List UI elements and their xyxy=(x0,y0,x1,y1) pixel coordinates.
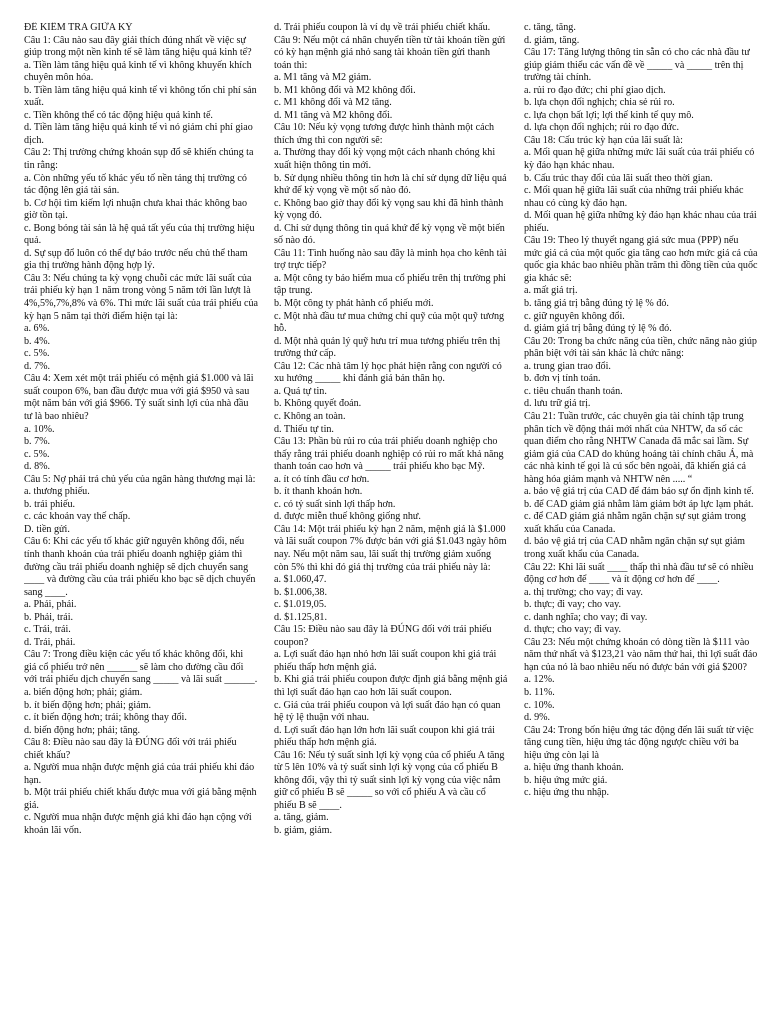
text-line: a. 12%. xyxy=(524,674,555,686)
text-line: d. Lợi suất đáo hạn lớn hơn lãi suất coupon khi giá trái phiếu thấp hơn mệnh giá. xyxy=(274,724,495,749)
text-line: b. $1.006,38. xyxy=(274,586,327,598)
text-line: a. $1.060,47. xyxy=(274,574,327,586)
text-line: d. lưu trữ giá trị. xyxy=(524,398,591,410)
text-line: c. Không bao giờ thay đổi kỳ vọng sau khi đã hình thành kỳ vọng đó. xyxy=(274,197,504,222)
text-line: d. lựa chọn đối nghịch; rủi ro đạo đức. xyxy=(524,122,680,134)
text-line: b. đơn vị tính toán. xyxy=(524,373,601,385)
text-line: c. M1 không đổi và M2 tăng. xyxy=(274,97,392,109)
text-line: d. Trái, phải. xyxy=(24,636,76,648)
text-line: b. hiệu ứng mức giá. xyxy=(524,774,608,786)
text-line: c. Một nhà đầu tư mua chứng chỉ quỹ của một quỹ tương hỗ. xyxy=(274,310,505,335)
text-line: a. 10%. xyxy=(24,423,55,435)
text-line: b. Cấu trúc thay đổi của lãi suất theo thời gian. xyxy=(524,172,713,184)
text-line: c. để CAD giảm giá nhằm ngăn chặn sự sụt giảm trong xuất khẩu của Canada. xyxy=(524,511,746,535)
text-line: d. giảm giá trị bằng đúng tỷ lệ % đó. xyxy=(524,323,672,335)
text-line: Câu 16: Nếu tỷ suất sinh lợi kỳ vọng của cổ phiếu A tăng từ 5 lên 10% và tỷ suất sinh lợi kỳ vọng của cổ phiếu B không đổi, vậy thì tỷ suất sinh lợi kỳ vọng của việc nắm giữ cổ phiếu B sẽ _____ so với cổ phiếu A và cầu cổ phiếu B sẽ ____. xyxy=(274,749,505,811)
text-line: a. bảo vệ giá trị của CAD để đảm bảo sự ổn định kinh tế. xyxy=(524,486,754,498)
text-column-left xyxy=(24,22,258,1024)
text-line: Câu 9: Nếu một cá nhân chuyển tiền từ tài khoản tiền gửi có kỳ hạn mệnh giá nhỏ sang tài khoản tiền gửi thanh toán thì: xyxy=(274,34,506,71)
text-line: a. Còn những yếu tố khác yếu tố nền tảng thị trường có tác động lên giá tài sản. xyxy=(24,172,247,197)
text-line: d. Trái phiếu coupon là ví dụ về trái phiếu chiết khấu. xyxy=(274,22,491,33)
text-line: c. Không an toàn. xyxy=(274,410,346,422)
text-line: c. lựa chọn bất lợi; lợi thế kinh tế quy mô. xyxy=(524,109,694,121)
text-line: b. để CAD giảm giá nhằm làm giảm bớt áp lực lạm phát. xyxy=(524,498,754,510)
text-line: d. M1 tăng và M2 không đổi. xyxy=(274,109,393,121)
text-line: b. Một trái phiếu chiết khấu được mua với giá bằng mệnh giá. xyxy=(24,787,257,811)
text-line: c. $1.019,05. xyxy=(274,599,327,611)
text-line: b. Một công ty phát hành cổ phiếu mới. xyxy=(274,298,434,310)
text-line: Câu 19: Theo lý thuyết ngang giá sức mua (PPP) nếu mức giá cả của một quốc gia tăng cao hơn mức giá cả của quốc gia khác bao nhiêu phần trăm thì đồng tiền của quốc gia khác sẽ: xyxy=(524,235,758,284)
text-line: Câu 15: Điều nào sau đây là ĐÚNG đối với trái phiếu coupon? xyxy=(274,624,492,648)
text-line: Câu 11: Tình huống nào sau đây là minh họa cho kênh tài trợ trực tiếp? xyxy=(274,247,507,272)
text-line: Câu 13: Phần bù rủi ro của trái phiếu doanh nghiệp cho thấy rằng trái phiếu doanh nghiệp có rủi ro mất khả năng thanh toán cao hơn và _____ trái phiếu kho bạc Mỹ. xyxy=(274,436,504,473)
text-line: d. biến động hơn; phải; tăng. xyxy=(24,724,141,736)
text-line: c. các khoản vay thế chấp. xyxy=(24,511,131,523)
text-line: Câu 10: Nếu kỳ vọng tương được hình thành một cách thích ứng thì con người sẽ: xyxy=(274,122,495,146)
text-line: d. Tiền làm tăng hiệu quả kinh tế vì nó giảm chi phí giao dịch. xyxy=(24,122,253,146)
text-line: a. hiệu ứng thanh khoản. xyxy=(524,762,624,774)
text-line: Câu 12: Các nhà tâm lý học phát hiện rằng con người có xu hướng _____ khi đánh giá bản thân họ. xyxy=(274,360,502,385)
exam-title: ĐỀ KIỂM TRA GIỮA KỲ xyxy=(24,22,133,33)
text-line: Câu 20: Trong ba chức năng của tiền, chức năng nào giúp phân biệt với tài sản khác là chức năng: xyxy=(524,335,757,360)
text-line: a. Mối quan hệ giữa những mức lãi suất của trái phiếu có kỳ đáo hạn khác nhau. xyxy=(524,147,755,172)
text-line: Câu 1: Câu nào sau đây giải thích đúng nhất về việc sự giúp trong một nền kinh tế sẽ làm tăng hiệu quả kinh tế? xyxy=(24,34,252,59)
text-line: a. thương phiếu. xyxy=(24,486,90,498)
text-line: Câu 24: Trong bốn hiệu ứng tác động đến lãi suất từ việc tăng cung tiền, hiệu ứng tác động ngược chiều với ba hiệu ứng còn lại là xyxy=(524,724,754,761)
text-line: d. Chỉ sử dụng thông tin quá khứ để kỳ vọng về một biến số nào đó. xyxy=(274,222,505,247)
text-line: a. Thường thay đổi kỳ vọng một cách nhanh chóng khi xuất hiện thông tin mới. xyxy=(274,147,496,172)
text-line: D. tiền gửi. xyxy=(24,523,70,535)
text-line: c. danh nghĩa; cho vay; đi vay. xyxy=(524,611,648,623)
text-line: a. Người mua nhận được mệnh giá của trái phiếu khi đáo hạn. xyxy=(24,762,255,786)
text-line: b. Cơ hội tìm kiếm lợi nhuận chưa khai thác không bao giờ tồn tại. xyxy=(24,197,248,222)
text-line: a. 6%. xyxy=(24,323,50,335)
text-line: a. Tiền làm tăng hiệu quả kinh tế vì không khuyến khích chuyên môn hóa. xyxy=(24,59,252,84)
text-line: c. Mối quan hệ giữa lãi suất của những trái phiếu khác nhau có cùng kỳ đáo hạn. xyxy=(524,185,744,209)
text-line: b. 7%. xyxy=(24,436,51,448)
text-line: c. Bong bóng tài sản là hệ quả tất yếu của thị trường hiệu quả. xyxy=(24,222,255,247)
text-line: b. M1 không đổi và M2 không đổi. xyxy=(274,84,416,96)
text-line: b. trái phiếu. xyxy=(24,498,76,510)
text-line: b. thực; đi vay; cho vay. xyxy=(524,599,622,611)
text-line: a. Phải, phải. xyxy=(24,599,77,611)
text-line: c. Giá của trái phiếu coupon và lợi suất đáo hạn có quan hệ tỷ lệ thuận với nhau. xyxy=(274,699,501,724)
text-line: d. 7%. xyxy=(24,360,51,372)
text-line: d. thực; cho vay; đi vay. xyxy=(524,624,622,636)
text-line: c. tăng, tăng. xyxy=(524,22,576,33)
text-line: a. Quá tự tin. xyxy=(274,385,327,397)
text-line: Câu 4: Xem xét một trái phiếu có mệnh giá $1.000 và lãi suất coupon 6%, ban đầu được mua với giá $950 và sau một năm bán với giá $966. Tỷ suất sinh lợi của nhà đầu tư là bao nhiêu? xyxy=(24,373,254,422)
text-line: c. Tiền không thể có tác động hiệu quả kinh tế. xyxy=(24,109,213,121)
text-line: Câu 7: Trong điều kiện các yếu tố khác không đổi, khi giá cổ phiếu trở nên ______ sẽ làm cho đường cầu đối với trái phiếu dịch chuyển sang _____ và lãi suất ______. xyxy=(24,649,258,686)
text-line: Câu 21: Tuần trước, các chuyên gia tài chính tập trung phân tích về động thái mới nhất của NHTW, đa số các quan điểm cho rằng NHTW Canada đã mắc sai lầm. Sự giảm giá của CAD do khủng hoảng tài chính châu Á, mà các nhà kinh tế gọi là cú sốc bên ngoài, đã khiến giá cả hàng hóa giảm mạnh và NHTW nên ..... “ xyxy=(524,410,754,485)
text-line: Câu 5: Nợ phải trả chủ yếu của ngân hàng thương mại là: xyxy=(24,473,256,485)
text-line: a. biến động hơn; phải; giảm. xyxy=(24,686,143,698)
text-line: a. trung gian trao đổi. xyxy=(524,360,611,372)
text-line: d. giảm, tăng. xyxy=(524,34,580,46)
text-line: a. mất giá trị. xyxy=(524,285,578,297)
text-line: Câu 2: Thị trường chứng khoán sụp đổ sẽ khiến chúng ta tin rằng: xyxy=(24,147,254,172)
text-line: d. Mối quan hệ giữa những kỳ đáo hạn khác nhau của trái phiếu. xyxy=(524,210,757,234)
text-line: Câu 22: Khi lãi suất ____ thấp thì nhà đầu tư sẽ có nhiều động cơ hơn để ____ và ít động cơ hơn để ____. xyxy=(524,561,754,586)
text-line: c. giữ nguyên không đổi. xyxy=(524,310,625,322)
text-line: d. được miễn thuế không giống như. xyxy=(274,511,421,523)
text-line: b. 11%. xyxy=(524,686,555,698)
text-line: c. 5%. xyxy=(24,448,50,460)
text-line: b. 4%. xyxy=(24,335,51,347)
text-line: b. ít biến động hơn; phải; giảm. xyxy=(24,699,152,711)
text-line: a. M1 tăng và M2 giảm. xyxy=(274,72,372,84)
text-line: a. Một công ty bảo hiểm mua cổ phiếu trên thị trường phi tập trung. xyxy=(274,272,506,297)
text-line: c. hiệu ứng thu nhập. xyxy=(524,787,610,799)
text-line: b. ít thanh khoản hơn. xyxy=(274,486,363,498)
text-line: Câu 23: Nếu một chứng khoán có dòng tiền là $111 vào năm thứ nhất và $123,21 vào năm thứ hai, thì lợi suất đáo hạn của nó là bao nhiêu nếu nó được bán với giá $200? xyxy=(524,636,758,673)
text-line: Câu 18: Cấu trúc kỳ hạn của lãi suất là: xyxy=(524,134,683,146)
text-line: d. Thiếu tự tin. xyxy=(274,423,334,435)
text-line: Câu 17: Tăng lượng thông tin sẵn có cho các nhà đầu tư giúp giảm thiểu các vấn đề về _____ và _____ trên thị trường tài chính. xyxy=(524,47,750,84)
text-line: d. 9%. xyxy=(524,712,551,724)
text-line: d. 8%. xyxy=(24,461,51,473)
text-line: b. Khi giá trái phiếu coupon được định giá bằng mệnh giá thì lợi suất đáo hạn cao hơn lãi suất coupon. xyxy=(274,674,508,698)
text-line: c. Trái, trái. xyxy=(24,624,71,636)
text-line: c. tiêu chuẩn thanh toán. xyxy=(524,385,623,397)
text-line: c. Người mua nhận được mệnh giá khi đáo hạn cộng với khoản lãi vốn. xyxy=(24,812,252,836)
text-line: b. giảm, giảm. xyxy=(274,825,333,836)
text-line: a. ít có tính đầu cơ hơn. xyxy=(274,473,370,485)
text-line: b. Tiền làm tăng hiệu quả kinh tế vì không tốn chi phí sản xuất. xyxy=(24,84,257,109)
text-line: b. lựa chọn đối nghịch; chia sẻ rủi ro. xyxy=(524,97,675,109)
text-column-middle xyxy=(274,22,508,1024)
text-line: c. 10%. xyxy=(524,699,555,711)
text-line: Câu 8: Điều nào sau đây là ĐÚNG đối với trái phiếu chiết khấu? xyxy=(24,737,237,761)
text-line: a. Lợi suất đáo hạn nhỏ hơn lãi suất coupon khi giá trái phiếu thấp hơn mệnh giá. xyxy=(274,649,497,673)
text-line: c. có tỷ suất sinh lợi thấp hơn. xyxy=(274,498,396,510)
text-line: a. tăng, giảm. xyxy=(274,812,329,824)
text-line: b. Sử dụng nhiều thông tin hơn là chỉ sử dụng dữ liệu quá khứ để kỳ vọng về một số nào đó. xyxy=(274,172,507,197)
text-line: a. thị trường; cho vay; đi vay. xyxy=(524,586,643,598)
text-line: d. Sự sụp đổ luôn có thể dự báo trước nếu chủ thể tham gia thị trường hành động hợp lý. xyxy=(24,247,248,272)
text-column-right xyxy=(524,22,758,1024)
text-line: Câu 14: Một trái phiếu kỳ hạn 2 năm, mệnh giá là $1.000 và lãi suất coupon 7% được bán với giá $1.043 ngày hôm nay. Nếu một năm sau, lãi suất thị trường giảm xuống còn 5% thì khi đó giá thị trường của trái phiếu này là: xyxy=(274,523,507,573)
text-line: b. tăng giá trị bằng đúng tỷ lệ % đó. xyxy=(524,298,669,310)
text-line: Câu 6: Khi các yếu tố khác giữ nguyên không đổi, nếu tính thanh khoản của trái phiếu doanh nghiệp giảm thì đường cầu trái phiếu doanh nghiệp sẽ dịch chuyển sang ____ và đường cầu của trái phiếu kho bạc sẽ dịch chuyển sang ____. xyxy=(24,536,256,598)
text-line: d. $1.125,81. xyxy=(274,611,327,623)
text-line: b. Phải, trái. xyxy=(24,611,74,623)
text-line: d. bảo vệ giá trị của CAD nhằm ngăn chặn sự sụt giảm trong xuất khẩu của Canada. xyxy=(524,536,746,560)
text-line: b. Không quyết đoán. xyxy=(274,398,362,410)
text-line: c. 5%. xyxy=(24,348,50,360)
text-line: c. ít biến động hơn; trái; không thay đổi. xyxy=(24,712,187,724)
text-line: d. Một nhà quản lý quỹ hưu trí mua tương phiếu trên thị trường thứ cấp. xyxy=(274,335,501,360)
text-line: Câu 3: Nếu chúng ta kỳ vọng chuỗi các mức lãi suất của trái phiếu kỳ hạn 1 năm trong vòng 5 năm tới lần lượt là 4%,5%,7%,8% và 6%. Thì mức lãi suất của trái phiếu của kỳ hạn 5 năm tại thời điểm hiện tại là: xyxy=(24,272,258,322)
text-line: a. rủi ro đạo đức; chi phí giao dịch. xyxy=(524,84,666,96)
